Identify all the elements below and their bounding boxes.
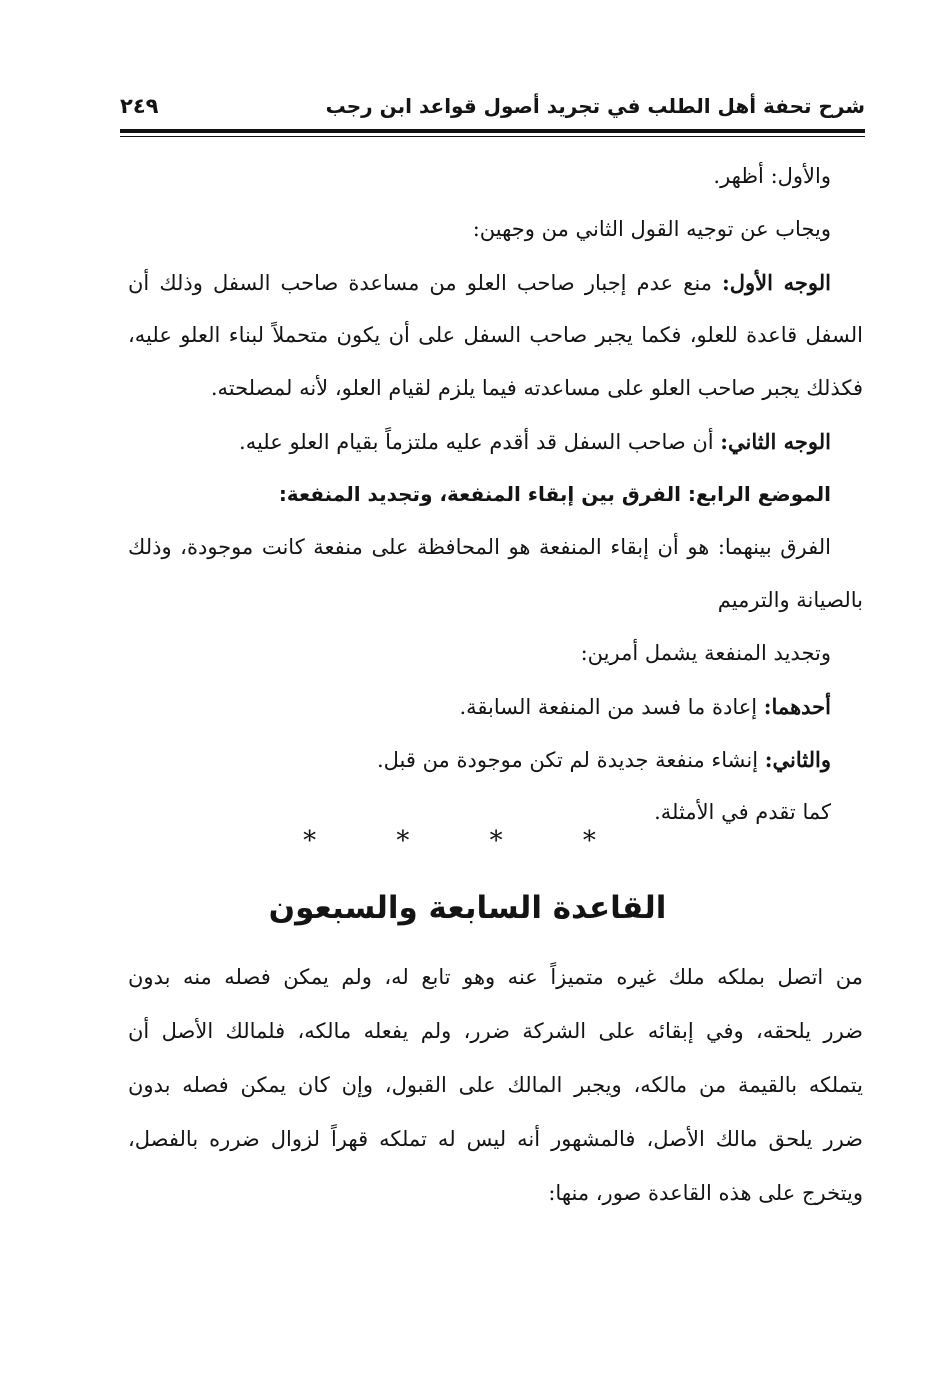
text-line: الفرق بينهما: هو أن إبقاء المنفعة هو المحافظة على منفعة كانت موجودة، وذلك <box>128 535 831 559</box>
bold-label: الوجه الثاني: <box>720 429 831 454</box>
text-span: إنشاء منفعة جديدة لم تكن موجودة من قبل. <box>376 748 765 772</box>
text-line: بالصيانة والترميم <box>717 588 863 612</box>
text-line: فكذلك يجبر صاحب العلو على مساعدته فيما يلزم لقيام العلو، لأنه لمصلحته. <box>210 376 863 400</box>
text-span: أن صاحب السفل قد أقدم عليه ملتزماً بقيام العلو عليه. <box>239 430 721 454</box>
subsection-heading: الموضع الرابع: الفرق بين إبقاء المنفعة، وتجديد المنفعة: <box>278 482 831 506</box>
text-line: والأول: أظهر. <box>713 164 831 188</box>
text-span: إعادة ما فسد من المنفعة السابقة. <box>459 695 764 719</box>
text-line <box>128 256 863 309</box>
text-line: ويجاب عن توجيه القول الثاني من وجهين: <box>472 217 831 241</box>
section-separator: * * * * <box>303 826 632 856</box>
bold-label: أحدهما: <box>763 694 831 719</box>
text-line: ضرر يلحق مالك الأصل، فالمشهور أنه ليس له تملكه قهراً لزوال ضرره بالفصل، <box>128 1127 863 1151</box>
text-line <box>128 415 863 468</box>
rule-text <box>128 950 863 1220</box>
running-title: شرح تحفة أهل الطلب في تجريد أصول قواعد ابن رجب <box>325 94 865 118</box>
text-line <box>128 680 863 733</box>
bold-label: الوجه الأول: <box>722 270 831 295</box>
page-header <box>120 92 865 128</box>
text-line: يتملكه بالقيمة من مالكه، ويجبر المالك على القبول، وإن كان يمكن فصله بدون <box>128 1073 863 1097</box>
text-line: من اتصل بملكه ملك غيره متميزاً عنه وهو تابع له، ولم يمكن فصله منه بدون <box>128 965 863 989</box>
text-span: منع عدم إجبار صاحب العلو من مساعدة صاحب السفل وذلك أن <box>128 271 723 295</box>
bold-label: والثاني: <box>764 747 831 772</box>
page-body <box>128 150 863 839</box>
header-rule-thin <box>120 136 865 137</box>
text-line <box>128 733 863 786</box>
page-number: ٢٤٩ <box>120 94 159 118</box>
section-title: القاعدة السابعة والسبعون <box>268 890 667 926</box>
text-line: كما تقدم في الأمثلة. <box>654 800 831 824</box>
header-rule-thick <box>120 129 865 133</box>
text-line: ضرر يلحقه، وفي إبقائه على الشركة ضرر، ولم يفعله مالكه، فلمالك الأصل أن <box>128 1019 863 1043</box>
text-line: السفل قاعدة للعلو، فكما يجبر صاحب السفل على أن يكون متحملاً لبناء العلو عليه، <box>128 323 863 347</box>
text-line: وتجديد المنفعة يشمل أمرين: <box>580 641 831 665</box>
text-line: ويتخرج على هذه القاعدة صور، منها: <box>548 1181 863 1205</box>
